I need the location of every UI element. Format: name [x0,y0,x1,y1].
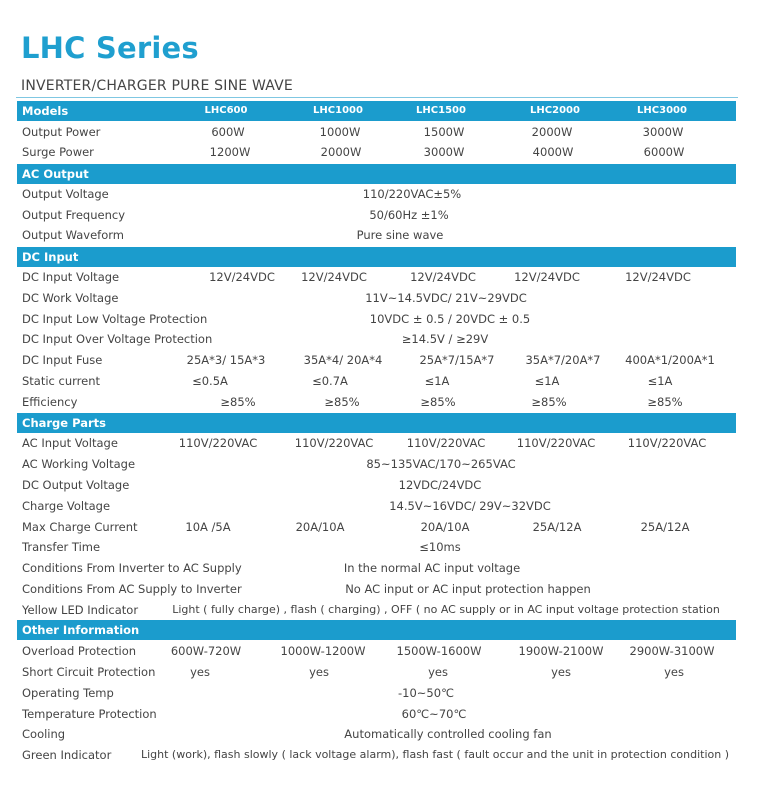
section-title: DC Input [22,250,79,264]
row-output-frequency [0,205,760,225]
row-dc-work-voltage [0,288,760,308]
cell-lhc600: 110V/220VAC [178,436,258,450]
row-transfer-time [0,537,760,557]
cell-lhc1000: 1000W-1200W [280,644,366,658]
model-lhc600: LHC600 [204,105,248,116]
row-operating-temp [0,683,760,703]
cell-lhc2000: 1900W-2100W [518,644,604,658]
row-label: Short Circuit Protection [22,665,156,679]
row-label: AC Working Voltage [22,457,136,471]
cell-lhc1000: 110V/220VAC [294,436,374,450]
row-overload-protection [0,641,760,661]
row-label: DC Input Low Voltage Protection [22,312,208,326]
row-ac-to-inverter [0,579,760,599]
cell-lhc3000: 25A/12A [640,520,690,534]
cell-lhc600: ≥85% [220,395,256,409]
cell-lhc600: 1200W [209,145,251,159]
cell-lhc2000: 2000W [531,125,573,139]
cell-lhc600: 600W [211,125,245,139]
cell-all: ≥14.5V / ≥29V [401,332,489,346]
cell-lhc3000: ≤1A [647,374,673,388]
cell-lhc600: 600W-720W [170,644,242,658]
row-efficiency [0,392,760,412]
cell-lhc2000: 4000W [532,145,574,159]
cell-lhc1000: yes [309,665,329,679]
cell-all: 60℃~70℃ [401,707,467,721]
row-label: Green Indicator [22,748,112,762]
cell-lhc3000: 6000W [643,145,685,159]
cell-lhc3000: yes [664,665,684,679]
cell-all: Light ( fully charge) , flash ( charging) , OFF ( no AC supply or in AC input voltage protection station [172,603,720,616]
cell-lhc1500: 3000W [423,145,465,159]
row-cooling [0,724,760,744]
row-label: Conditions From Inverter to AC Supply [22,561,242,575]
cell-lhc1000: 35A*4/ 20A*4 [303,353,383,367]
cell-lhc600: 12V/24VDC [209,270,275,284]
models-label: Models [22,104,69,118]
cell-all: ≤10ms [419,540,461,554]
row-short-circuit-protection [0,662,760,682]
model-lhc2000: LHC2000 [530,105,580,116]
cell-lhc3000: 400A*1/200A*1 [625,353,715,367]
cell-lhc1000: 1000W [319,125,361,139]
header-divider [16,97,738,98]
row-surge-power [0,142,760,162]
row-inverter-to-ac [0,558,760,578]
cell-all: No AC input or AC input protection happen [345,582,591,596]
cell-all: Light (work), flash slowly ( lack voltage alarm), flash fast ( fault occur and the unit in protection condition ) [140,748,730,761]
cell-lhc1000: 2000W [320,145,362,159]
row-dc-over-voltage-protection [0,329,760,349]
cell-all: 50/60Hz ±1% [369,208,449,222]
cell-lhc600: yes [190,665,210,679]
row-ac-working-voltage [0,454,760,474]
cell-lhc1500: 1500W-1600W [396,644,482,658]
cell-lhc1500: 12V/24VDC [410,270,476,284]
page-subtitle: INVERTER/CHARGER PURE SINE WAVE [21,78,293,94]
row-static-current [0,371,760,391]
cell-lhc2000: 12V/24VDC [514,270,580,284]
row-max-charge-current [0,517,760,537]
row-label: DC Input Voltage [22,270,120,284]
cell-lhc1500: 25A*7/15A*7 [419,353,495,367]
cell-all: Pure sine wave [356,228,444,242]
section-charge-parts [17,413,736,433]
cell-all: 10VDC ± 0.5 / 20VDC ± 0.5 [369,312,531,326]
cell-lhc1000: ≤0.7A [312,374,348,388]
row-ac-input-voltage [0,433,760,453]
cell-lhc3000: ≥85% [647,395,683,409]
row-label: DC Input Fuse [22,353,103,367]
row-label: Output Power [22,125,101,139]
row-label: Efficiency [22,395,78,409]
row-label: Conditions From AC Supply to Inverter [22,582,242,596]
section-title: Other Information [22,623,140,637]
model-lhc1000: LHC1000 [313,105,363,116]
cell-lhc2000: 25A/12A [532,520,582,534]
cell-all: In the normal AC input voltage [343,561,521,575]
row-green-indicator [0,745,760,765]
row-dc-input-fuse [0,350,760,370]
model-lhc3000: LHC3000 [637,105,687,116]
row-label: Yellow LED Indicator [22,603,139,617]
row-label: Static current [22,374,101,388]
row-label: Cooling [22,727,66,741]
row-label: Charge Voltage [22,499,111,513]
cell-lhc1500: ≤1A [424,374,450,388]
row-dc-input-voltage [0,267,760,287]
page-title: LHC Series [21,31,199,65]
row-label: Transfer Time [22,540,101,554]
row-output-power [0,122,760,142]
cell-lhc3000: 12V/24VDC [625,270,691,284]
cell-all: 85~135VAC/170~265VAC [366,457,516,471]
cell-lhc1500: ≥85% [420,395,456,409]
row-label: AC Input Voltage [22,436,118,450]
row-label: Operating Temp [22,686,114,700]
cell-lhc2000: 110V/220VAC [516,436,596,450]
row-charge-voltage [0,496,760,516]
row-label: Output Voltage [22,187,109,201]
cell-all: 11V~14.5VDC/ 21V~29VDC [365,291,527,305]
row-output-waveform [0,225,760,245]
cell-lhc1500: yes [428,665,448,679]
section-ac-output [17,164,736,184]
row-label: Output Frequency [22,208,126,222]
cell-lhc2000: ≤1A [534,374,560,388]
cell-lhc1000: 20A/10A [295,520,345,534]
row-label: DC Input Over Voltage Protection [22,332,213,346]
cell-lhc3000: 110V/220VAC [627,436,707,450]
row-yellow-led [0,600,760,620]
row-dc-output-voltage [0,475,760,495]
row-label: Max Charge Current [22,520,138,534]
models-header [17,101,736,121]
section-other-information [17,620,736,640]
row-label: Surge Power [22,145,94,159]
section-title: AC Output [22,167,89,181]
cell-lhc1500: 1500W [423,125,465,139]
cell-lhc2000: ≥85% [531,395,567,409]
cell-all: 110/220VAC±5% [362,187,462,201]
cell-lhc600: 10A /5A [185,520,231,534]
row-label: Overload Protection [22,644,137,658]
cell-lhc1000: 12V/24VDC [301,270,367,284]
row-output-voltage [0,184,760,204]
cell-all: Automatically controlled cooling fan [344,727,552,741]
cell-lhc600: 25A*3/ 15A*3 [186,353,266,367]
row-dc-low-voltage-protection [0,309,760,329]
cell-all: -10~50℃ [398,686,454,700]
cell-lhc1000: ≥85% [324,395,360,409]
cell-lhc2000: 35A*7/20A*7 [525,353,601,367]
cell-all: 14.5V~16VDC/ 29V~32VDC [389,499,551,513]
cell-all: 12VDC/24VDC [398,478,482,492]
cell-lhc3000: 2900W-3100W [629,644,715,658]
cell-lhc600: ≤0.5A [192,374,228,388]
row-label: Output Waveform [22,228,124,242]
cell-lhc2000: yes [551,665,571,679]
section-title: Charge Parts [22,416,106,430]
cell-lhc3000: 3000W [642,125,684,139]
model-lhc1500: LHC1500 [416,105,466,116]
row-label: DC Work Voltage [22,291,119,305]
row-label: DC Output Voltage [22,478,130,492]
row-temperature-protection [0,704,760,724]
cell-lhc1500: 110V/220VAC [406,436,486,450]
row-label: Temperature Protection [22,707,157,721]
cell-lhc1500: 20A/10A [420,520,470,534]
section-dc-input [17,247,736,267]
